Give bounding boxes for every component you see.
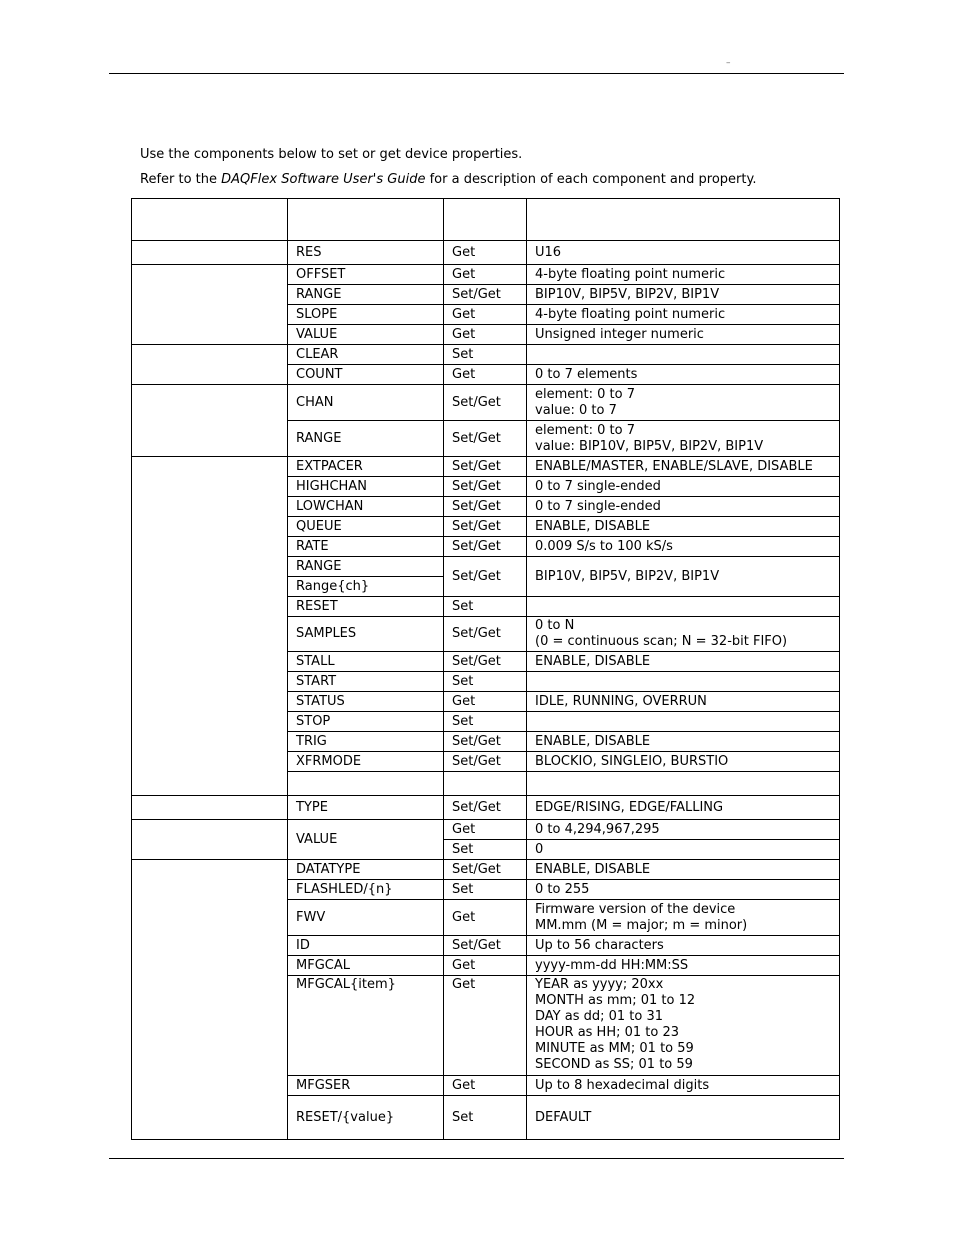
access-cell: Set/Get <box>444 796 527 820</box>
access-cell: Set/Get <box>444 752 527 772</box>
value-cell: ENABLE, DISABLE <box>527 732 840 752</box>
value-cell: ENABLE/MASTER, ENABLE/SLAVE, DISABLE <box>527 457 840 477</box>
access-cell: Get <box>444 365 527 385</box>
value-cell: ENABLE, DISABLE <box>527 517 840 537</box>
property-cell: EXTPACER <box>288 457 444 477</box>
header-mark: – <box>726 58 731 68</box>
access-cell: Set/Get <box>444 617 527 652</box>
value-cell: ENABLE, DISABLE <box>527 652 840 672</box>
value-cell: YEAR as yyyy; 20xx MONTH as mm; 01 to 12 DAY as dd; 01 to 31 HOUR as HH; 01 to 23 MINUTE as MM; 01 to 59 SECOND as SS; 01 to 59 <box>527 976 840 1076</box>
access-cell: Set/Get <box>444 285 527 305</box>
intro-line-2-before: Refer to the <box>140 172 222 187</box>
property-cell: RES <box>288 241 444 265</box>
value-cell: ENABLE, DISABLE <box>527 860 840 880</box>
value-cell: U16 <box>527 241 840 265</box>
property-cell: RANGE <box>288 421 444 457</box>
header-value <box>527 199 840 241</box>
access-cell: Set/Get <box>444 477 527 497</box>
intro-line-2-after: for a description of each component and property. <box>425 172 757 187</box>
table-row <box>132 385 840 421</box>
access-cell: Set <box>444 712 527 732</box>
access-cell: Get <box>444 820 527 840</box>
access-cell: Set <box>444 345 527 365</box>
component-cell <box>132 796 288 820</box>
access-cell: Set/Get <box>444 497 527 517</box>
property-cell: MFGSER <box>288 1076 444 1096</box>
property-cell: DATATYPE <box>288 860 444 880</box>
property-cell: RANGE <box>288 285 444 305</box>
access-cell: Set <box>444 840 527 860</box>
property-cell: FWV <box>288 900 444 936</box>
access-cell: Get <box>444 265 527 285</box>
component-cell <box>132 860 288 1140</box>
header-property <box>288 199 444 241</box>
value-cell: EDGE/RISING, EDGE/FALLING <box>527 796 840 820</box>
value-cell <box>527 672 840 692</box>
device-properties-table <box>131 198 840 1140</box>
property-cell: ID <box>288 936 444 956</box>
property-cell <box>288 772 444 796</box>
value-cell: DEFAULT <box>527 1096 840 1140</box>
value-cell: BIP10V, BIP5V, BIP2V, BIP1V <box>527 557 840 597</box>
table-row <box>132 796 840 820</box>
table-row <box>132 820 840 840</box>
access-cell: Get <box>444 900 527 936</box>
value-cell: Firmware version of the device MM.mm (M = major; m = minor) <box>527 900 840 936</box>
property-cell: MFGCAL <box>288 956 444 976</box>
value-cell: 0.009 S/s to 100 kS/s <box>527 537 840 557</box>
value-cell <box>527 597 840 617</box>
property-cell: COUNT <box>288 365 444 385</box>
access-cell: Get <box>444 956 527 976</box>
property-cell: Range{ch} <box>288 577 444 597</box>
table-header-row <box>132 199 840 241</box>
value-cell: BIP10V, BIP5V, BIP2V, BIP1V <box>527 285 840 305</box>
footer-rule <box>109 1158 844 1159</box>
header-component <box>132 199 288 241</box>
value-cell <box>527 712 840 732</box>
access-cell: Get <box>444 976 527 1076</box>
access-cell: Set/Get <box>444 936 527 956</box>
component-cell <box>132 265 288 345</box>
access-cell: Set <box>444 1096 527 1140</box>
property-cell: MFGCAL{item} <box>288 976 444 1076</box>
value-cell: 4-byte floating point numeric <box>527 265 840 285</box>
value-cell: yyyy-mm-dd HH:MM:SS <box>527 956 840 976</box>
intro-line-1: Use the components below to set or get device properties. <box>140 147 523 162</box>
component-cell <box>132 241 288 265</box>
access-cell: Get <box>444 325 527 345</box>
property-cell: VALUE <box>288 325 444 345</box>
access-cell: Set <box>444 597 527 617</box>
access-cell <box>444 772 527 796</box>
header-rule <box>109 73 844 74</box>
header-access <box>444 199 527 241</box>
value-cell: Up to 56 characters <box>527 936 840 956</box>
property-cell: VALUE <box>288 820 444 860</box>
access-cell: Set/Get <box>444 457 527 477</box>
table-row <box>132 241 840 265</box>
access-cell: Set/Get <box>444 385 527 421</box>
value-cell: 0 to N (0 = continuous scan; N = 32-bit FIFO) <box>527 617 840 652</box>
table-row <box>132 345 840 365</box>
property-cell: STALL <box>288 652 444 672</box>
property-cell: QUEUE <box>288 517 444 537</box>
property-cell: START <box>288 672 444 692</box>
table-row <box>132 860 840 880</box>
property-cell: OFFSET <box>288 265 444 285</box>
value-cell: 0 <box>527 840 840 860</box>
access-cell: Set/Get <box>444 557 527 597</box>
property-cell: RANGE <box>288 557 444 577</box>
value-cell: element: 0 to 7 value: 0 to 7 <box>527 385 840 421</box>
property-cell: HIGHCHAN <box>288 477 444 497</box>
property-cell: RATE <box>288 537 444 557</box>
property-cell: TYPE <box>288 796 444 820</box>
access-cell: Set/Get <box>444 421 527 457</box>
property-cell: CLEAR <box>288 345 444 365</box>
property-cell: XFRMODE <box>288 752 444 772</box>
access-cell: Set/Get <box>444 860 527 880</box>
access-cell: Get <box>444 692 527 712</box>
access-cell: Set/Get <box>444 517 527 537</box>
value-cell <box>527 772 840 796</box>
access-cell: Set/Get <box>444 732 527 752</box>
access-cell: Set <box>444 880 527 900</box>
guide-title: DAQFlex Software User's Guide <box>221 172 426 187</box>
property-cell: STATUS <box>288 692 444 712</box>
property-cell: SAMPLES <box>288 617 444 652</box>
value-cell: Up to 8 hexadecimal digits <box>527 1076 840 1096</box>
table-row <box>132 265 840 285</box>
property-cell: TRIG <box>288 732 444 752</box>
property-cell: CHAN <box>288 385 444 421</box>
value-cell: 4-byte floating point numeric <box>527 305 840 325</box>
table-row <box>132 457 840 477</box>
component-cell <box>132 820 288 860</box>
property-cell: SLOPE <box>288 305 444 325</box>
intro-line-2 <box>140 172 756 187</box>
value-cell: 0 to 255 <box>527 880 840 900</box>
value-cell: 0 to 4,294,967,295 <box>527 820 840 840</box>
property-cell: RESET/{value} <box>288 1096 444 1140</box>
property-cell: STOP <box>288 712 444 732</box>
property-cell: RESET <box>288 597 444 617</box>
value-cell: IDLE, RUNNING, OVERRUN <box>527 692 840 712</box>
access-cell: Set/Get <box>444 652 527 672</box>
access-cell: Get <box>444 1076 527 1096</box>
value-cell: 0 to 7 elements <box>527 365 840 385</box>
value-cell: 0 to 7 single-ended <box>527 497 840 517</box>
value-cell: BLOCKIO, SINGLEIO, BURSTIO <box>527 752 840 772</box>
access-cell: Set <box>444 672 527 692</box>
value-cell: element: 0 to 7 value: BIP10V, BIP5V, BIP2V, BIP1V <box>527 421 840 457</box>
component-cell <box>132 345 288 385</box>
value-cell: 0 to 7 single-ended <box>527 477 840 497</box>
value-cell: Unsigned integer numeric <box>527 325 840 345</box>
component-cell <box>132 385 288 457</box>
property-cell: LOWCHAN <box>288 497 444 517</box>
component-cell <box>132 457 288 796</box>
access-cell: Set/Get <box>444 537 527 557</box>
property-cell: FLASHLED/{n} <box>288 880 444 900</box>
access-cell: Get <box>444 305 527 325</box>
access-cell: Get <box>444 241 527 265</box>
value-cell <box>527 345 840 365</box>
